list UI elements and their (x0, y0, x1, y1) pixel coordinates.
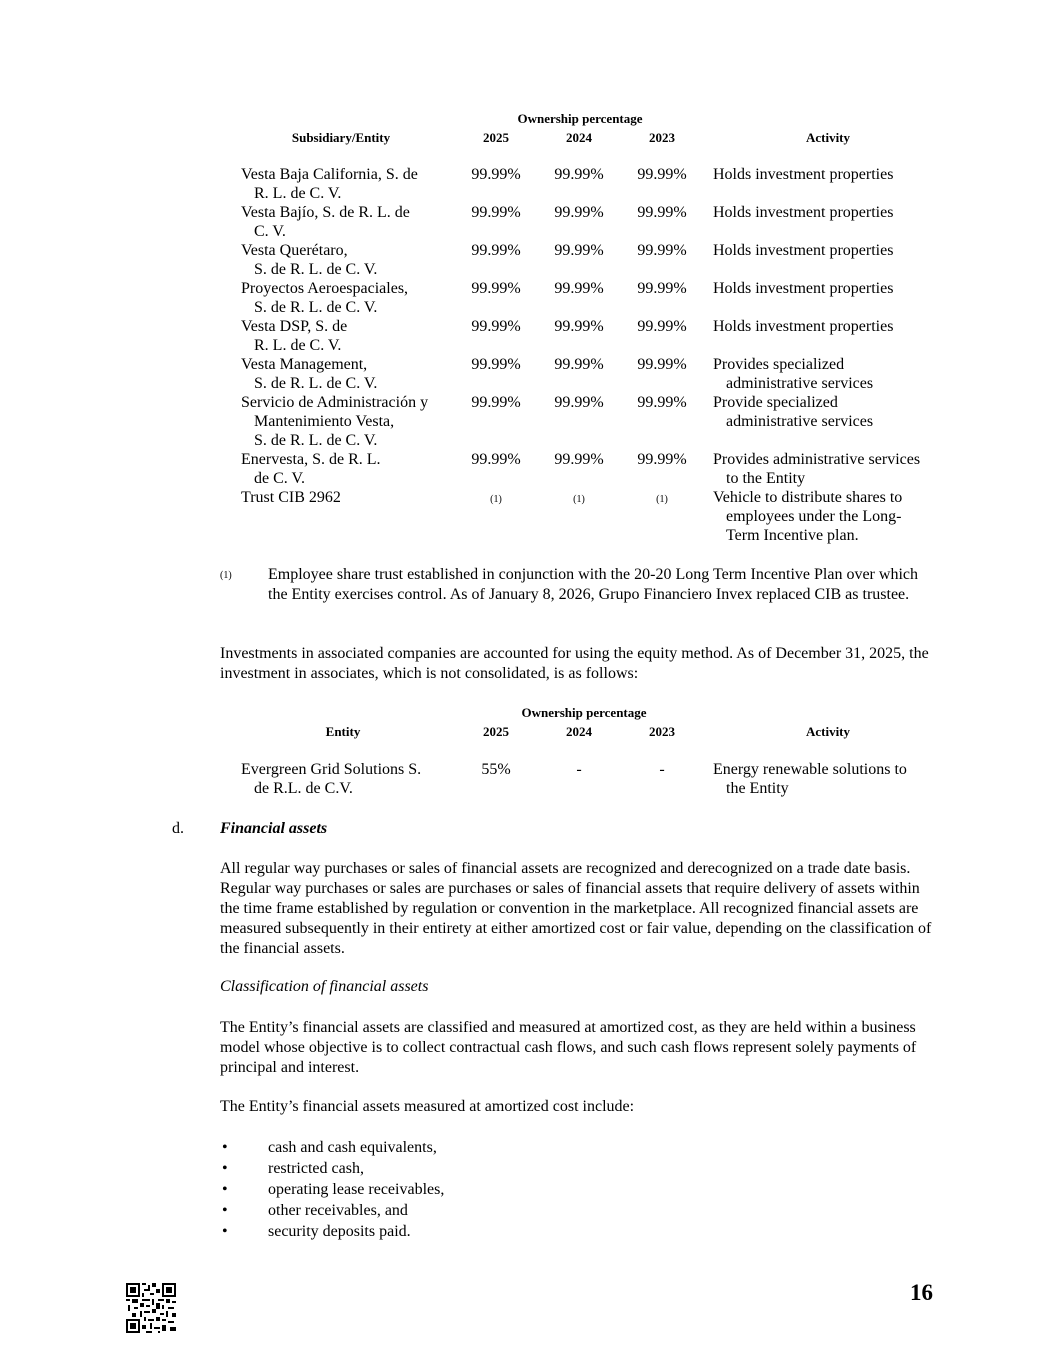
activity (713, 355, 953, 393)
ownership-y2025: (1) (490, 494, 502, 505)
text-line: Vehicle to distribute shares to (713, 489, 903, 506)
ownership-y2023: 99.99% (637, 451, 687, 468)
activity (713, 317, 953, 336)
bullet-icon: • (222, 1202, 228, 1219)
col-header-2023: 2023 (649, 724, 675, 739)
list-item: security deposits paid. (268, 1223, 411, 1240)
text-line: S. de R. L. de C. V. (254, 375, 378, 392)
ownership-y2025: 99.99% (471, 242, 521, 259)
ownership-group-header: Ownership percentage (521, 705, 647, 720)
bullet-icon: • (222, 1223, 228, 1240)
col-header-2025: 2025 (483, 130, 509, 145)
ownership-y2024: 99.99% (554, 318, 604, 335)
financial-assets-paragraph: All regular way purchases or sales of financial assets are recognized and derecognized on a trade date basis. Regular way purchases or sales are purchases or sales of financial assets that require delivery of assets within the time frame established by regulation or convention in the marketplace. All recognized financial assets are measured subsequently in their entirety at either amortized cost or fair value, depending on the classification of the financial assets. (220, 860, 932, 957)
ownership-y2025: 99.99% (471, 166, 521, 183)
text-line: the Entity (726, 780, 789, 797)
entity-name (241, 317, 456, 355)
activity (713, 203, 953, 222)
col-header-2024: 2024 (566, 724, 592, 739)
entity-name (241, 488, 456, 507)
section-title: Financial assets (220, 820, 328, 837)
bullet-icon: • (222, 1160, 228, 1177)
ownership-y2025: 99.99% (471, 451, 521, 468)
ownership-y2024: 99.99% (554, 166, 604, 183)
list-item: other receivables, and (268, 1202, 408, 1219)
activity (713, 241, 953, 260)
text-line: Servicio de Administración y (241, 394, 429, 411)
classification-subheading: Classification of financial assets (220, 978, 429, 995)
text-line: Provides specialized (713, 356, 845, 373)
text-line: Holds investment properties (713, 318, 894, 335)
entity-name (241, 165, 456, 203)
text-line: Vesta Bajío, S. de R. L. de (241, 204, 410, 221)
list-item: cash and cash equivalents, (268, 1139, 437, 1156)
text-line: Term Incentive plan. (726, 527, 859, 544)
text-line: Provides administrative services (713, 451, 921, 468)
ownership-y2025: 99.99% (471, 280, 521, 297)
entity-name (241, 203, 456, 241)
text-line: Proyectos Aeroespaciales, (241, 280, 409, 297)
bullet-icon: • (222, 1181, 228, 1198)
entity-name (241, 241, 456, 279)
list-item: restricted cash, (268, 1160, 364, 1177)
text-line: Trust CIB 2962 (241, 489, 341, 506)
ownership-y2024: 99.99% (554, 394, 604, 411)
ownership-y2025: 99.99% (471, 356, 521, 373)
text-line: Mantenimiento Vesta, (254, 413, 395, 430)
ownership-y2023: 99.99% (637, 280, 687, 297)
text-line: Holds investment properties (713, 204, 894, 221)
col-header-2024: 2024 (566, 130, 592, 145)
ownership-y2024: 99.99% (554, 204, 604, 221)
ownership-y2025: 55% (481, 761, 511, 778)
text-line: Evergreen Grid Solutions S. (241, 761, 422, 778)
text-line: Vesta Querétaro, (241, 242, 348, 259)
text-line: Vesta Baja California, S. de (241, 166, 418, 183)
ownership-y2024: - (576, 761, 582, 778)
list-item: operating lease receivables, (268, 1181, 445, 1198)
footnote-text: Employee share trust established in conjunction with the 20-20 Long Term Incentive Plan over which the Entity exercises control. As of January 8, 2026, Grupo Financiero Invex replaced CIB as trustee. (268, 566, 918, 603)
entity-name (241, 760, 456, 798)
qr-code-icon (126, 1283, 176, 1333)
ownership-y2024: 99.99% (554, 356, 604, 373)
activity (713, 165, 953, 184)
activity (713, 279, 953, 298)
text-line: Holds investment properties (713, 166, 894, 183)
classification-paragraph: The Entity’s financial assets are classified and measured at amortized cost, as they are held within a business model whose objective is to collect contractual cash flows, and such cash flows represent solely payments of principal and interest. (220, 1019, 917, 1076)
entity-name (241, 393, 456, 450)
text-line: R. L. de C. V. (254, 337, 342, 354)
ownership-y2024: 99.99% (554, 451, 604, 468)
text-line: Energy renewable solutions to (713, 761, 907, 778)
text-line: to the Entity (726, 470, 806, 487)
bullet-icon: • (222, 1139, 228, 1156)
footnote-marker: (1) (220, 570, 232, 581)
entity-name (241, 355, 456, 393)
text-line: C. V. (254, 223, 286, 240)
ownership-y2023: 99.99% (637, 394, 687, 411)
activity (713, 393, 953, 431)
text-line: Enervesta, S. de R. L. (241, 451, 381, 468)
ownership-y2023: 99.99% (637, 242, 687, 259)
ownership-y2024: (1) (573, 494, 585, 505)
section-letter: d. (172, 820, 184, 837)
text-line: S. de R. L. de C. V. (254, 299, 378, 316)
entity-name (241, 279, 456, 317)
ownership-y2023: 99.99% (637, 166, 687, 183)
text-line: Holds investment properties (713, 242, 894, 259)
ownership-group-header: Ownership percentage (517, 111, 643, 126)
ownership-y2023: - (659, 761, 665, 778)
ownership-y2025: 99.99% (471, 394, 521, 411)
col-header-activity: Activity (805, 724, 851, 739)
ownership-y2025: 99.99% (471, 204, 521, 221)
text-line: R. L. de C. V. (254, 185, 342, 202)
amortized-cost-intro: The Entity’s financial assets measured at amortized cost include: (220, 1098, 635, 1115)
col-header-entity: Subsidiary/Entity (291, 130, 391, 145)
activity (713, 760, 953, 798)
text-line: S. de R. L. de C. V. (254, 432, 378, 449)
activity (713, 450, 953, 488)
page-number: 16 (910, 1280, 933, 1305)
ownership-y2023: (1) (656, 494, 668, 505)
text-line: de R.L. de C.V. (254, 780, 353, 797)
activity (713, 488, 953, 545)
text-line: Holds investment properties (713, 280, 894, 297)
text-line: S. de R. L. de C. V. (254, 261, 378, 278)
text-line: Vesta DSP, S. de (241, 318, 348, 335)
entity-name (241, 450, 456, 488)
text-line: Provide specialized (713, 394, 838, 411)
ownership-y2023: 99.99% (637, 204, 687, 221)
associates-intro: Investments in associated companies are accounted for using the equity method. As of December 31, 2025, the investment in associates, which is not consolidated, is as follows: (220, 645, 929, 682)
ownership-y2025: 99.99% (471, 318, 521, 335)
col-header-2023: 2023 (649, 130, 675, 145)
ownership-y2023: 99.99% (637, 318, 687, 335)
text-line: Vesta Management, (241, 356, 368, 373)
text-line: employees under the Long- (726, 508, 902, 525)
text-line: de C. V. (254, 470, 305, 487)
text-line: administrative services (726, 375, 874, 392)
ownership-y2024: 99.99% (554, 280, 604, 297)
col-header-2025: 2025 (483, 724, 509, 739)
ownership-y2023: 99.99% (637, 356, 687, 373)
col-header-entity: Entity (325, 724, 361, 739)
text-line: administrative services (726, 413, 874, 430)
ownership-y2024: 99.99% (554, 242, 604, 259)
col-header-activity: Activity (805, 130, 851, 145)
